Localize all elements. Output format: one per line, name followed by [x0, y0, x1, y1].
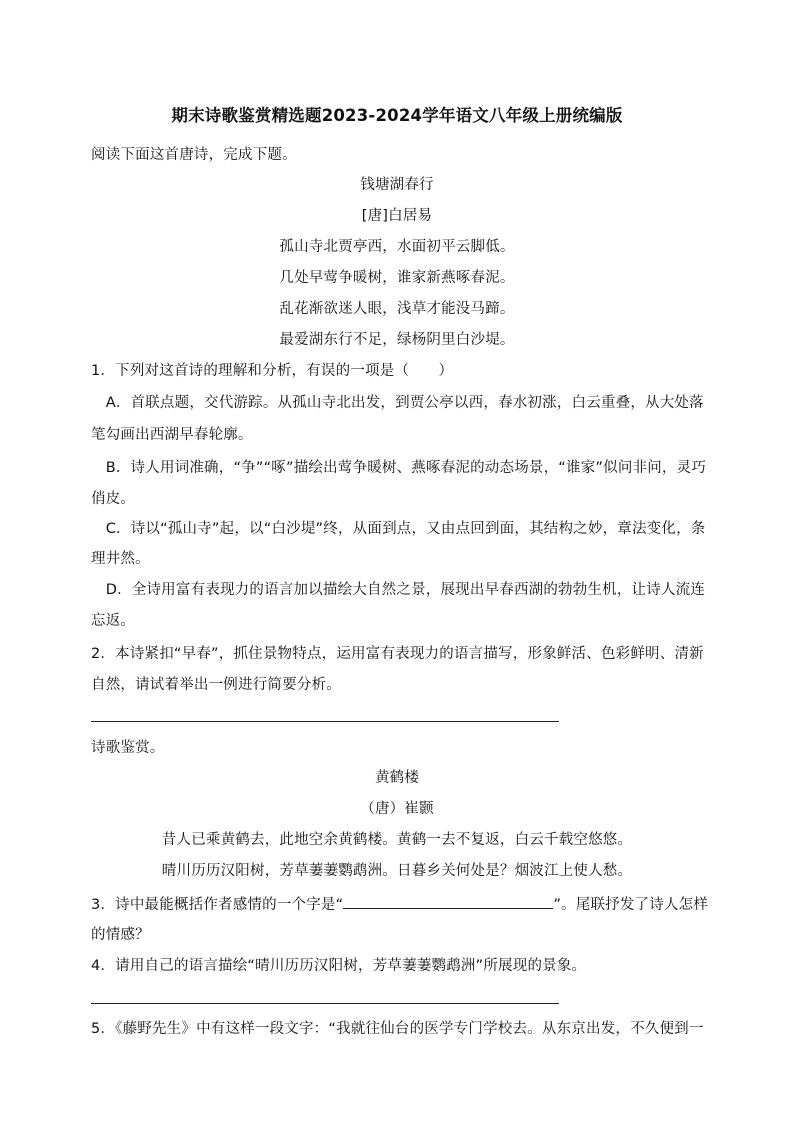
- fill-blank[interactable]: [343, 894, 553, 909]
- option-c: C．诗以“孤山寺”起，以“白沙堤”终，从面到点，又由点回到面，其结构之妙，章法变化，条: [91, 521, 706, 537]
- question-3-before: 3．诗中最能概括作者感情的一个字是“: [91, 897, 344, 913]
- answer-line[interactable]: [91, 1003, 559, 1004]
- option-a-cont: 笔勾画出西湖早春轮廓。: [91, 427, 253, 443]
- poem2-line: 晴川历历汉阳树，芳草萋萋鹦鹉洲。日暮乡关何处是？烟波江上使人愁。: [161, 863, 633, 879]
- option-a: A．首联点题，交代游踪。从孤山寺北出发，到贾公亭以西，春水初涨，白云重叠，从大处落: [91, 395, 704, 411]
- poem2-author: （唐）崔颢: [360, 801, 434, 817]
- section1-instruction: 阅读下面这首唐诗，完成下题。: [91, 147, 297, 163]
- option-b-cont: 俏皮。: [91, 491, 136, 507]
- poem1-line: 最爱湖东行不足，绿杨阴里白沙堤。: [279, 332, 515, 348]
- section2-instruction: 诗歌鉴赏。: [91, 740, 165, 756]
- question-2-line: 2．本诗紧扣“早春”，抓住景物特点，运用富有表现力的语言描写，形象鲜活、色彩鲜明、清新: [91, 646, 704, 662]
- option-c-cont: 理井然。: [91, 551, 150, 567]
- question-2-line: 自然，请试着举出一例进行简要分析。: [91, 677, 341, 693]
- poem1-title: 钱塘湖春行: [360, 177, 434, 193]
- option-d: D．全诗用富有表现力的语言加以描绘大自然之景，展现出早春西湖的勃勃生机，让诗人流连: [91, 582, 706, 598]
- page-title: 期末诗歌鉴赏精选题2023-2024学年语文八年级上册统编版: [171, 106, 623, 125]
- question-4: 4．请用自己的语言描绘“晴川历历汉阳树，芳草萋萋鹦鹉洲”所展现的景象。: [91, 958, 587, 974]
- question-3: [91, 894, 708, 915]
- question-1-stem: 1．下列对这首诗的理解和分析，有误的一项是（ ）: [91, 363, 454, 379]
- poem1-author: [唐]白居易: [361, 208, 433, 224]
- option-d-cont: 忘返。: [91, 613, 136, 629]
- poem2-title: 黄鹤楼: [374, 770, 420, 786]
- answer-line[interactable]: [91, 721, 559, 722]
- poem2-line: 昔人已乘黄鹤去，此地空余黄鹤楼。黄鹤一去不复返，白云千载空悠悠。: [161, 832, 633, 848]
- question-3-cont: 的情感？: [91, 927, 150, 943]
- option-b: B．诗人用词准确，“争”“啄”描绘出莺争暖树、燕啄春泥的动态场景，“谁家”似问非问，灵巧: [91, 460, 707, 476]
- question-5: 5．《藤野先生》中有这样一段文字：“我就往仙台的医学专门学校去。从东京出发，不久便到一: [91, 1021, 704, 1037]
- poem1-line: 孤山寺北贾亭西，水面初平云脚低。: [279, 239, 515, 255]
- question-3-after: ”。尾联抒发了诗人怎样: [553, 897, 709, 913]
- poem1-line: 乱花渐欲迷人眼，浅草才能没马蹄。: [279, 301, 515, 317]
- poem1-line: 几处早莺争暖树，谁家新燕啄春泥。: [279, 270, 515, 286]
